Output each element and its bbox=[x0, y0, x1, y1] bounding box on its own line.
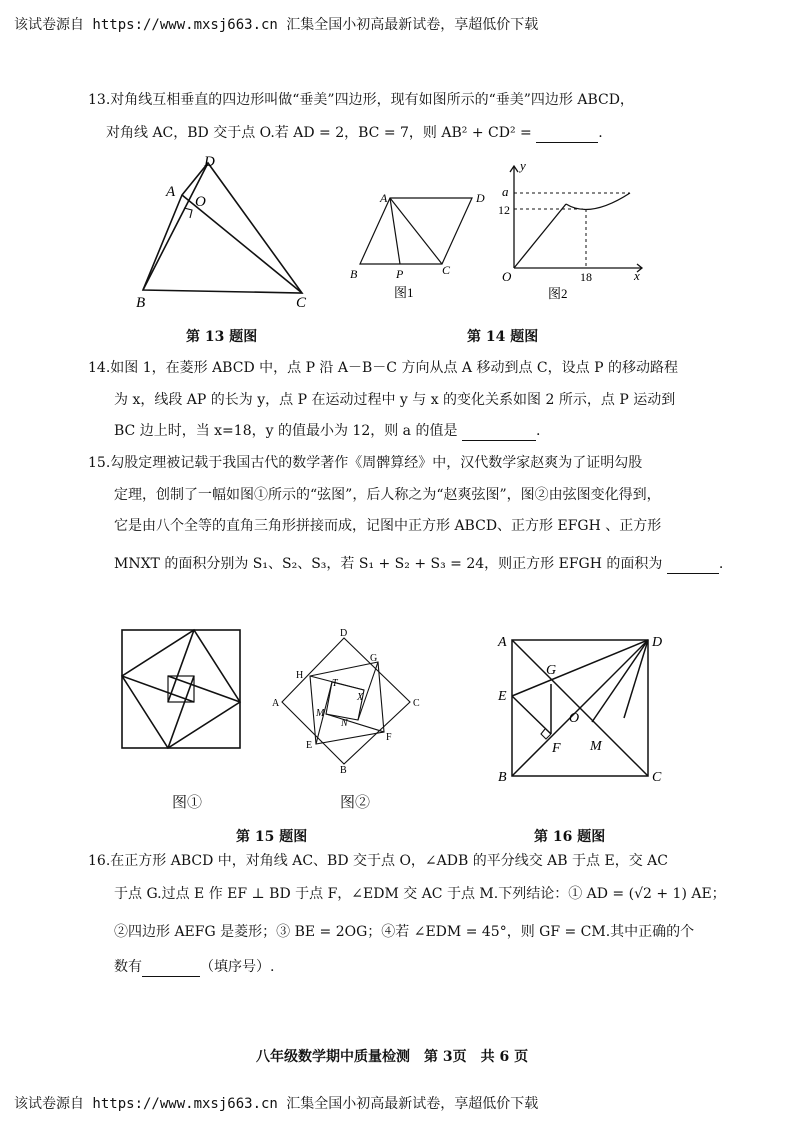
fig14-label-p: P bbox=[396, 267, 404, 281]
fig15-label-g: G bbox=[370, 653, 378, 664]
q13-line2-end: . bbox=[598, 125, 603, 141]
fig15-label-e: E bbox=[306, 740, 313, 751]
fig14-label-origin: O bbox=[502, 269, 512, 284]
q15-line2: 定理，创制了一幅如图①所示的“弦图”，后人称之为“赵爽弦图”，图②由弦图变化得到， bbox=[114, 487, 661, 503]
fig16-diagram bbox=[494, 626, 674, 794]
fig16-label-f: F bbox=[552, 741, 561, 756]
fig14-label-18: 18 bbox=[580, 270, 592, 284]
q14-line3-text: BC 边上时，当 x=18，y 的值最小为 12，则 a 的值是 bbox=[114, 423, 458, 439]
q16-line1: 16.在正方形 ABCD 中，对角线 AC、BD 交于点 O，∠ADB 的平分线交 AB 于点 E，交 AC bbox=[88, 853, 668, 869]
q14-line1: 14.如图 1，在菱形 ABCD 中，点 P 沿 A－B－C 方向从点 A 移动到点 C，设点 P 的移动路程 bbox=[88, 360, 678, 376]
q16-line4 bbox=[114, 957, 274, 977]
fig15-fig1-caption: 图① bbox=[172, 793, 203, 811]
fig15-label-f: F bbox=[386, 732, 392, 743]
fig13-label-o: O bbox=[195, 194, 206, 210]
fig15-label-m: M bbox=[316, 708, 325, 719]
q15-line4 bbox=[114, 554, 723, 574]
q13-line2-text: 对角线 AC，BD 交于点 O.若 AD = 2，BC = 7，则 AB² + CD² = bbox=[106, 125, 532, 141]
q14-line2: 为 x，线段 AP 的长为 y，点 P 在运动过程中 y 与 x 的变化关系如图 2 所示，点 P 运动到 bbox=[114, 392, 676, 408]
footer-page-info: 八年级数学期中质量检测 第 3页 共 6 页 bbox=[256, 1049, 529, 1065]
q16-line2: 于点 G.过点 E 作 EF ⊥ BD 于点 F，∠EDM 交 AC 于点 M.下列结论：① AD = (√2 + 1) AE； bbox=[114, 886, 726, 902]
fig13-label-c: C bbox=[296, 295, 307, 310]
fig15-label-h: H bbox=[296, 670, 304, 681]
fig13-label-b: B bbox=[136, 295, 146, 310]
fig16-label-g: G bbox=[546, 663, 557, 678]
fig16-label-m: M bbox=[590, 739, 602, 754]
fig16-label-e: E bbox=[498, 689, 507, 704]
fig15-label-a: A bbox=[272, 698, 280, 709]
fig15-fig2-caption: 图② bbox=[340, 793, 371, 811]
fig16-label-c: C bbox=[652, 770, 662, 785]
header-watermark: 该试卷源自 https://www.mxsj663.cn 汇集全国小初高最新试卷，享超低价下载 bbox=[14, 17, 539, 33]
q15-line4-end: . bbox=[718, 556, 724, 572]
fig13-diagram bbox=[130, 150, 320, 310]
fig15-diagram1 bbox=[118, 626, 244, 752]
q14-line3 bbox=[114, 421, 540, 441]
fig14-label-d: D bbox=[476, 191, 485, 205]
fig16-label-a: A bbox=[498, 635, 507, 650]
fig14-label-12: 12 bbox=[498, 203, 510, 217]
fig15-label-t: T bbox=[332, 678, 338, 689]
fig14-label-c: C bbox=[442, 263, 451, 277]
q15-line4-text: MNXT 的面积分别为 S₁、S₂、S₃，若 S₁ + S₂ + S₃ = 24，则正方形 EFGH 的面积为 bbox=[114, 556, 663, 572]
q14-line3-end: . bbox=[535, 423, 541, 439]
fig16-label-b: B bbox=[498, 770, 507, 785]
q13-line2 bbox=[106, 123, 603, 143]
fig15-diagram2 bbox=[268, 624, 424, 774]
fig15-label-n: N bbox=[341, 718, 348, 729]
fig14-diagram2 bbox=[494, 156, 654, 306]
q16-line4-text: 数有 bbox=[114, 959, 142, 975]
fig13-caption: 第 13 题图 bbox=[186, 329, 258, 345]
q15-answer-blank bbox=[667, 559, 719, 574]
q13-line1: 13.对角线互相垂直的四边形叫做“垂美”四边形，现有如图所示的“垂美”四边形 ABCD， bbox=[88, 92, 634, 108]
fig14-label-y: y bbox=[520, 158, 526, 173]
fig16-caption: 第 16 题图 bbox=[534, 829, 606, 845]
q16-answer-blank bbox=[142, 962, 200, 977]
fig15-label-c: C bbox=[413, 698, 420, 709]
q13-answer-blank bbox=[536, 128, 598, 143]
q15-line3: 它是由八个全等的直角三角形拼接而成，记图中正方形 ABCD、正方形 EFGH 、正方形 bbox=[114, 518, 662, 534]
fig14-caption: 第 14 题图 bbox=[467, 329, 539, 345]
fig15-label-x: X bbox=[357, 692, 364, 703]
fig14-diagram1 bbox=[340, 186, 500, 306]
q16-line3: ②四边形 AEFG 是菱形；③ BE = 2OG；④若 ∠EDM = 45°，则 GF = CM.其中正确的个 bbox=[114, 924, 695, 940]
fig15-label-b: B bbox=[340, 765, 347, 774]
fig16-label-d: D bbox=[652, 635, 663, 650]
fig16-label-o: O bbox=[569, 711, 580, 726]
fig14-fig1-caption: 图1 bbox=[394, 285, 414, 300]
fig15-label-d: D bbox=[340, 628, 348, 639]
fig15-caption: 第 15 题图 bbox=[236, 829, 308, 845]
fig14-label-a: A bbox=[380, 191, 388, 205]
q14-answer-blank bbox=[462, 426, 536, 441]
fig14-label-a-value: a bbox=[502, 184, 509, 199]
q15-line1: 15.勾股定理被记载于我国古代的数学著作《周髀算经》中，汉代数学家赵爽为了证明勾股 bbox=[88, 455, 643, 471]
fig14-fig2-caption: 图2 bbox=[548, 286, 568, 301]
footer-watermark: 该试卷源自 https://www.mxsj663.cn 汇集全国小初高最新试卷，享超低价下载 bbox=[14, 1096, 539, 1112]
fig14-label-b: B bbox=[350, 267, 358, 281]
fig13-label-a: A bbox=[166, 184, 176, 200]
q16-line4-end: （填序号）. bbox=[200, 959, 275, 975]
fig14-label-x: x bbox=[634, 268, 640, 283]
fig13-label-d: D bbox=[204, 154, 215, 170]
